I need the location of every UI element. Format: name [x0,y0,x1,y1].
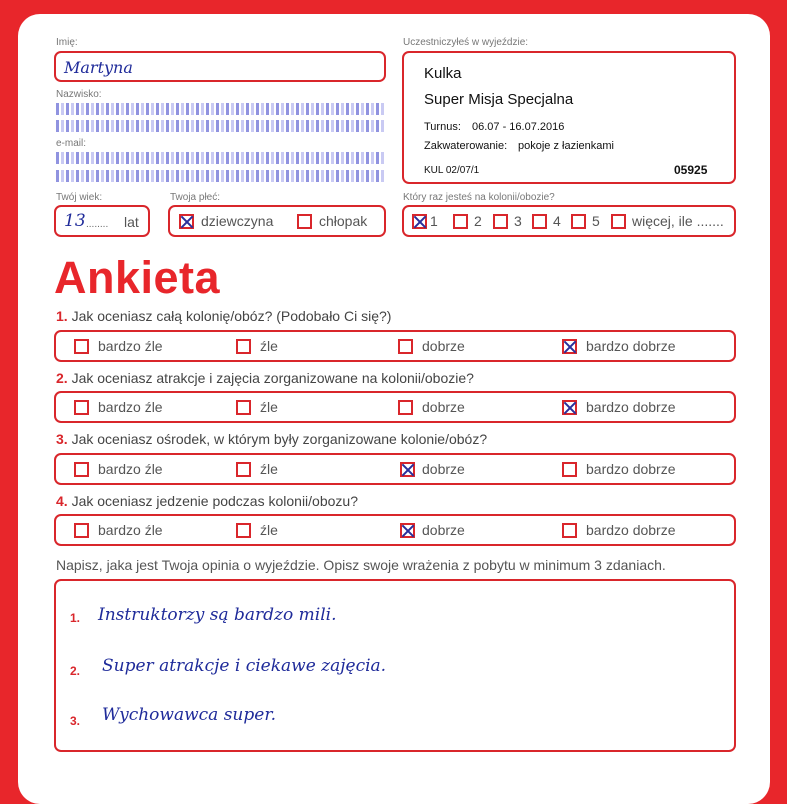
opinion-line-3-number: 3. [70,714,81,728]
q2-bardzo-dobrze-checkbox[interactable] [562,400,577,415]
times-4-checkbox[interactable] [532,214,547,229]
q4-bardzo-dobrze-checkbox[interactable] [562,523,577,538]
question-4 [56,493,358,509]
q2-dobrze-label: dobrze [422,399,465,415]
q4-dobrze-label: dobrze [422,522,465,538]
q3-zle-checkbox[interactable] [236,462,251,477]
q1-zle-label: źle [260,338,278,354]
age-label: Twój wiek: [56,192,103,203]
q2-bardzo-dobrze-label: bardzo dobrze [586,399,676,415]
q4-bardzo-zle-label: bardzo źle [98,522,163,538]
opinion-line-1-number: 1. [70,611,81,625]
question-2-number: 2. [56,370,68,386]
question-1-number: 1. [56,308,68,324]
q2-zle-label: źle [260,399,278,415]
age-field[interactable] [54,205,150,237]
times-5-label: 5 [592,213,600,229]
question-4-options [54,514,736,546]
age-value: 13 [64,211,86,231]
accommodation-value: pokoje z łazienkami [518,140,614,152]
times-4-label: 4 [553,213,561,229]
opinion-line-3-text: Wychowawca super. [102,705,276,725]
question-3-number: 3. [56,431,68,447]
q3-bardzo-zle-checkbox[interactable] [74,462,89,477]
surname-label: Nazwisko: [56,89,102,100]
q1-bardzo-dobrze-label: bardzo dobrze [586,338,676,354]
question-1 [56,308,391,324]
q1-zle-checkbox[interactable] [236,339,251,354]
accommodation-label: Zakwaterowanie: [424,140,508,152]
redacted-surname [56,103,386,115]
times-1-label: 1 [430,213,438,229]
question-4-number: 4. [56,493,68,509]
times-field [402,205,736,237]
q4-zle-label: źle [260,522,278,538]
name-field[interactable] [54,51,386,82]
q3-bardzo-dobrze-checkbox[interactable] [562,462,577,477]
turnus-label: Turnus: [424,121,461,133]
redacted-surname-2 [56,120,386,132]
question-3-text: Jak oceniasz ośrodek, w którym były zorganizowane kolonie/obóz? [71,431,488,447]
name-label: Imię: [56,37,78,48]
question-1-options [54,330,736,362]
question-2-options [54,391,736,423]
q2-bardzo-zle-checkbox[interactable] [74,400,89,415]
q3-zle-label: źle [260,461,278,477]
redacted-email [56,152,386,164]
camp-program: Super Misja Specjalna [424,91,574,108]
question-2 [56,370,474,386]
q3-dobrze-checkbox[interactable] [400,462,415,477]
turnus-value: 06.07 - 16.07.2016 [472,121,565,133]
q2-dobrze-checkbox[interactable] [398,400,413,415]
q4-bardzo-zle-checkbox[interactable] [74,523,89,538]
q3-dobrze-label: dobrze [422,461,465,477]
times-5-checkbox[interactable] [571,214,586,229]
question-3 [56,431,487,447]
times-2-checkbox[interactable] [453,214,468,229]
camp-name: Kulka [424,65,462,82]
times-more-checkbox[interactable] [611,214,626,229]
opinion-line-1-text: Instruktorzy są bardzo mili. [98,605,337,625]
q1-dobrze-checkbox[interactable] [398,339,413,354]
times-more-label: więcej, ile ....... [632,213,724,229]
q4-bardzo-dobrze-label: bardzo dobrze [586,522,676,538]
times-3-checkbox[interactable] [493,214,508,229]
name-value: Martyna [64,58,133,77]
q1-bardzo-zle-checkbox[interactable] [74,339,89,354]
age-unit: lat [124,214,139,230]
times-2-label: 2 [474,213,482,229]
survey-title: Ankieta [54,252,221,303]
q1-bardzo-zle-label: bardzo źle [98,338,163,354]
redacted-email-2 [56,170,386,182]
gender-boy-label: chłopak [319,213,368,229]
times-3-label: 3 [514,213,522,229]
q1-dobrze-label: dobrze [422,338,465,354]
opinion-prompt: Napisz, jaka jest Twoja opinia o wyjeździe. Opisz swoje wrażenia z pobytu w minimum 3 zdaniach. [56,557,666,573]
gender-field [168,205,386,237]
gender-boy-checkbox[interactable] [297,214,312,229]
question-3-options [54,453,736,485]
camp-code: KUL 02/07/1 [424,165,480,176]
question-4-text: Jak oceniasz jedzenie podczas kolonii/obozu? [71,493,358,509]
q4-dobrze-checkbox[interactable] [400,523,415,538]
q3-bardzo-dobrze-label: bardzo dobrze [586,461,676,477]
opinion-line-2-text: Super atrakcje i ciekawe zajęcia. [102,656,387,676]
question-2-text: Jak oceniasz atrakcje i zajęcia zorganizowane na kolonii/obozie? [71,370,474,386]
age-dots: ........ [86,219,109,230]
camp-number: 05925 [674,163,708,177]
gender-label: Twoja płeć: [170,192,221,203]
participation-label: Uczestniczyłeś w wyjeździe: [403,37,529,48]
gender-girl-checkbox[interactable] [179,214,194,229]
question-1-text: Jak oceniasz całą kolonię/obóz? (Podobało Ci się?) [71,308,392,324]
q2-zle-checkbox[interactable] [236,400,251,415]
email-label: e-mail: [56,138,87,149]
q2-bardzo-zle-label: bardzo źle [98,399,163,415]
participation-card [402,51,736,184]
opinion-line-2-number: 2. [70,664,81,678]
times-1-checkbox[interactable] [412,214,427,229]
survey-sheet [18,14,770,804]
q1-bardzo-dobrze-checkbox[interactable] [562,339,577,354]
q4-zle-checkbox[interactable] [236,523,251,538]
times-label: Który raz jesteś na kolonii/obozie? [403,192,555,203]
q3-bardzo-zle-label: bardzo źle [98,461,163,477]
gender-girl-label: dziewczyna [201,213,274,229]
opinion-textarea[interactable] [54,579,736,752]
